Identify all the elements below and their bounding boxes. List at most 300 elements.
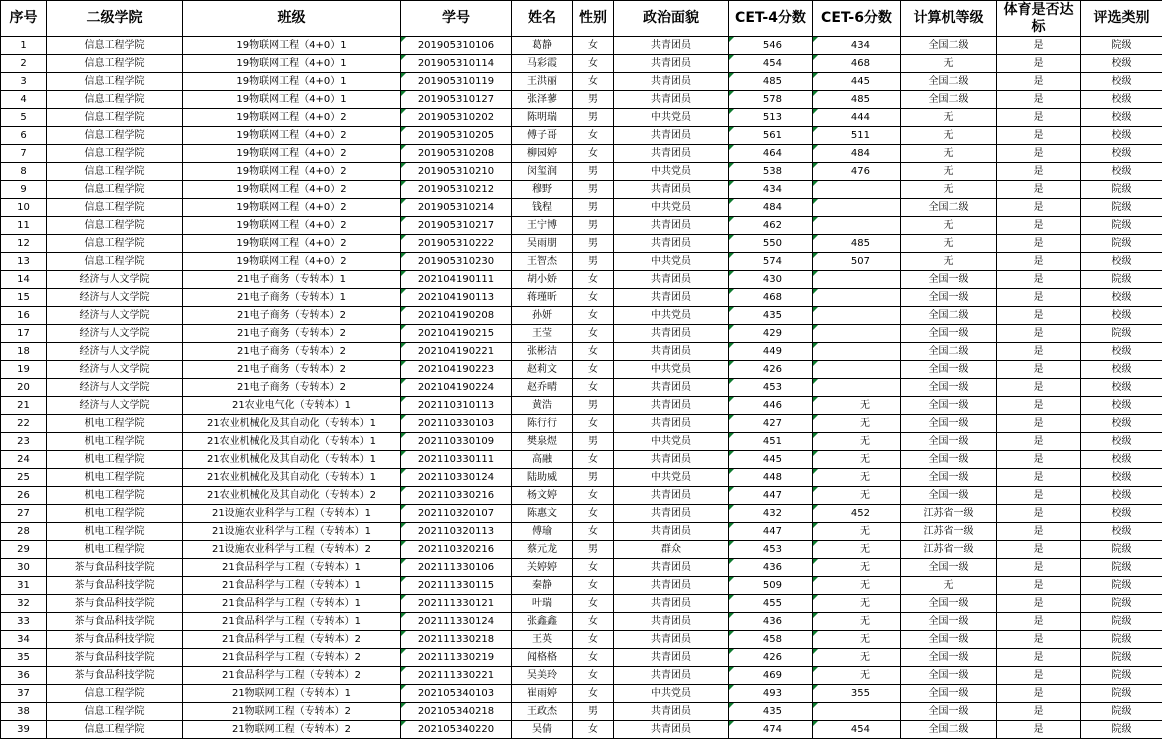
award-category-cell: 院级 [1081, 559, 1162, 577]
pe-passed-cell: 是 [997, 613, 1081, 631]
gender-cell: 男 [573, 703, 614, 721]
gender-cell: 女 [573, 505, 614, 523]
political-status-cell: 共青团员 [614, 289, 729, 307]
student-id-cell: 202105340220 [401, 721, 512, 739]
table-row [1, 631, 1162, 649]
name-cell: 穆野 [512, 181, 573, 199]
table-row [1, 361, 1162, 379]
pe-passed-cell: 是 [997, 649, 1081, 667]
header-row [1, 1, 1162, 37]
class-cell: 19物联网工程（4+0）2 [183, 199, 401, 217]
table-row [1, 649, 1162, 667]
cet6-cell: 无 [813, 523, 901, 541]
political-status-cell: 共青团员 [614, 127, 729, 145]
class-cell: 21电子商务（专转本）1 [183, 271, 401, 289]
table-row [1, 397, 1162, 415]
student-id-cell: 202104190223 [401, 361, 512, 379]
college-cell: 机电工程学院 [47, 541, 183, 559]
college-cell: 经济与人文学院 [47, 289, 183, 307]
gender-cell: 女 [573, 379, 614, 397]
cet4-cell: 447 [729, 487, 813, 505]
political-status-cell: 共青团员 [614, 217, 729, 235]
class-cell: 19物联网工程（4+0）2 [183, 181, 401, 199]
class-cell: 21农业电气化（专转本）1 [183, 397, 401, 415]
college-cell: 机电工程学院 [47, 469, 183, 487]
award-category-cell: 校级 [1081, 289, 1162, 307]
table-row [1, 379, 1162, 397]
name-cell: 傅瑜 [512, 523, 573, 541]
political-status-cell: 中共党员 [614, 433, 729, 451]
award-category-cell: 院级 [1081, 577, 1162, 595]
political-status-cell: 共青团员 [614, 181, 729, 199]
computer-level-cell: 无 [901, 55, 997, 73]
college-cell: 信息工程学院 [47, 685, 183, 703]
table-row [1, 55, 1162, 73]
computer-level-cell: 全国一级 [901, 703, 997, 721]
name-cell: 王智杰 [512, 253, 573, 271]
cet6-cell: 无 [813, 415, 901, 433]
computer-level-cell: 江苏省一级 [901, 523, 997, 541]
computer-level-cell: 全国一级 [901, 613, 997, 631]
gender-cell: 男 [573, 253, 614, 271]
political-status-cell: 共青团员 [614, 379, 729, 397]
student-id-cell: 201905310222 [401, 235, 512, 253]
student-id-cell: 201905310202 [401, 109, 512, 127]
name-cell: 杨文婷 [512, 487, 573, 505]
cet4-cell: 426 [729, 361, 813, 379]
college-cell: 经济与人文学院 [47, 325, 183, 343]
class-cell: 19物联网工程（4+0）2 [183, 235, 401, 253]
index-cell: 39 [1, 721, 47, 739]
table-row [1, 667, 1162, 685]
cet6-cell: 无 [813, 649, 901, 667]
political-status-cell: 共青团员 [614, 325, 729, 343]
political-status-cell: 共青团员 [614, 37, 729, 55]
table-row [1, 343, 1162, 361]
cet4-cell: 538 [729, 163, 813, 181]
computer-level-cell: 无 [901, 181, 997, 199]
student-id-cell: 202105340218 [401, 703, 512, 721]
class-cell: 21电子商务（专转本）2 [183, 361, 401, 379]
computer-level-cell: 无 [901, 253, 997, 271]
cet6-cell [813, 199, 901, 217]
table-row [1, 505, 1162, 523]
index-cell: 17 [1, 325, 47, 343]
pe-passed-cell: 是 [997, 487, 1081, 505]
college-cell: 茶与食品科技学院 [47, 631, 183, 649]
index-cell: 11 [1, 217, 47, 235]
college-cell: 信息工程学院 [47, 703, 183, 721]
name-cell: 闻格格 [512, 649, 573, 667]
pe-passed-cell: 是 [997, 163, 1081, 181]
class-cell: 21电子商务（专转本）2 [183, 343, 401, 361]
college-cell: 茶与食品科技学院 [47, 577, 183, 595]
student-id-cell: 202110330103 [401, 415, 512, 433]
gender-cell: 女 [573, 451, 614, 469]
college-cell: 茶与食品科技学院 [47, 667, 183, 685]
political-status-cell: 共青团员 [614, 505, 729, 523]
award-category-cell: 校级 [1081, 253, 1162, 271]
table-row [1, 145, 1162, 163]
table-row [1, 217, 1162, 235]
pe-passed-cell: 是 [997, 109, 1081, 127]
award-category-cell: 校级 [1081, 523, 1162, 541]
table-row [1, 577, 1162, 595]
name-cell: 吴美玲 [512, 667, 573, 685]
pe-passed-cell: 是 [997, 559, 1081, 577]
political-status-cell: 共青团员 [614, 91, 729, 109]
name-cell: 张鑫鑫 [512, 613, 573, 631]
index-cell: 23 [1, 433, 47, 451]
award-category-cell: 校级 [1081, 73, 1162, 91]
name-cell: 钱程 [512, 199, 573, 217]
index-cell: 14 [1, 271, 47, 289]
class-cell: 19物联网工程（4+0）2 [183, 253, 401, 271]
pe-passed-cell: 是 [997, 343, 1081, 361]
table-row [1, 487, 1162, 505]
gender-cell: 男 [573, 109, 614, 127]
class-cell: 19物联网工程（4+0）1 [183, 73, 401, 91]
gender-cell: 女 [573, 361, 614, 379]
political-status-cell: 共青团员 [614, 631, 729, 649]
name-cell: 傅子哥 [512, 127, 573, 145]
award-category-cell: 院级 [1081, 631, 1162, 649]
college-cell: 机电工程学院 [47, 523, 183, 541]
political-status-cell: 共青团员 [614, 559, 729, 577]
cet4-cell: 458 [729, 631, 813, 649]
cet4-cell: 550 [729, 235, 813, 253]
college-cell: 信息工程学院 [47, 55, 183, 73]
college-cell: 经济与人文学院 [47, 307, 183, 325]
class-cell: 21农业机械化及其自动化（专转本）1 [183, 469, 401, 487]
student-id-cell: 202110330216 [401, 487, 512, 505]
index-cell: 8 [1, 163, 47, 181]
index-cell: 38 [1, 703, 47, 721]
index-cell: 31 [1, 577, 47, 595]
student-id-cell: 202110320216 [401, 541, 512, 559]
gender-cell: 女 [573, 127, 614, 145]
cet4-cell: 474 [729, 721, 813, 739]
award-category-cell: 院级 [1081, 235, 1162, 253]
college-cell: 信息工程学院 [47, 73, 183, 91]
pe-passed-cell: 是 [997, 469, 1081, 487]
award-category-cell: 校级 [1081, 469, 1162, 487]
cet6-cell [813, 361, 901, 379]
name-cell: 陈明瑞 [512, 109, 573, 127]
college-cell: 经济与人文学院 [47, 271, 183, 289]
gender-cell: 女 [573, 613, 614, 631]
name-cell: 柳园婷 [512, 145, 573, 163]
header-gender: 性别 [573, 1, 614, 37]
college-cell: 信息工程学院 [47, 199, 183, 217]
class-cell: 19物联网工程（4+0）1 [183, 37, 401, 55]
student-id-cell: 201905310119 [401, 73, 512, 91]
index-cell: 22 [1, 415, 47, 433]
pe-passed-cell: 是 [997, 37, 1081, 55]
name-cell: 吴倩 [512, 721, 573, 739]
cet6-cell: 无 [813, 541, 901, 559]
award-category-cell: 院级 [1081, 721, 1162, 739]
computer-level-cell: 全国一级 [901, 469, 997, 487]
college-cell: 信息工程学院 [47, 217, 183, 235]
cet4-cell: 546 [729, 37, 813, 55]
gender-cell: 女 [573, 595, 614, 613]
cet6-cell [813, 217, 901, 235]
college-cell: 信息工程学院 [47, 127, 183, 145]
cet4-cell: 429 [729, 325, 813, 343]
table-row [1, 289, 1162, 307]
computer-level-cell: 无 [901, 127, 997, 145]
name-cell: 王莹 [512, 325, 573, 343]
cet4-cell: 455 [729, 595, 813, 613]
header-student-id: 学号 [401, 1, 512, 37]
pe-passed-cell: 是 [997, 667, 1081, 685]
header-name: 姓名 [512, 1, 573, 37]
gender-cell: 女 [573, 667, 614, 685]
computer-level-cell: 全国二级 [901, 73, 997, 91]
cet6-cell: 无 [813, 613, 901, 631]
computer-level-cell: 江苏省一级 [901, 541, 997, 559]
cet6-cell: 434 [813, 37, 901, 55]
college-cell: 信息工程学院 [47, 235, 183, 253]
table-row [1, 469, 1162, 487]
computer-level-cell: 无 [901, 577, 997, 595]
index-cell: 3 [1, 73, 47, 91]
header-college: 二级学院 [47, 1, 183, 37]
computer-level-cell: 全国二级 [901, 343, 997, 361]
cet4-cell: 445 [729, 451, 813, 469]
computer-level-cell: 全国一级 [901, 361, 997, 379]
header-pe-passed: 体育是否达标 [997, 1, 1081, 37]
name-cell: 秦静 [512, 577, 573, 595]
cet4-cell: 449 [729, 343, 813, 361]
cet6-cell [813, 307, 901, 325]
cet6-cell [813, 289, 901, 307]
table-row [1, 127, 1162, 145]
political-status-cell: 共青团员 [614, 145, 729, 163]
political-status-cell: 中共党员 [614, 199, 729, 217]
computer-level-cell: 无 [901, 217, 997, 235]
award-category-cell: 院级 [1081, 613, 1162, 631]
gender-cell: 男 [573, 397, 614, 415]
computer-level-cell: 全国一级 [901, 397, 997, 415]
table-row [1, 523, 1162, 541]
computer-level-cell: 全国二级 [901, 37, 997, 55]
class-cell: 19物联网工程（4+0）2 [183, 145, 401, 163]
college-cell: 机电工程学院 [47, 451, 183, 469]
name-cell: 崔雨婷 [512, 685, 573, 703]
class-cell: 21食品科学与工程（专转本）2 [183, 631, 401, 649]
political-status-cell: 共青团员 [614, 721, 729, 739]
table-row [1, 613, 1162, 631]
gender-cell: 女 [573, 37, 614, 55]
cet6-cell [813, 343, 901, 361]
student-id-cell: 201905310214 [401, 199, 512, 217]
name-cell: 葛静 [512, 37, 573, 55]
cet6-cell: 无 [813, 595, 901, 613]
gender-cell: 女 [573, 271, 614, 289]
cet6-cell: 无 [813, 487, 901, 505]
political-status-cell: 共青团员 [614, 703, 729, 721]
name-cell: 蔡元龙 [512, 541, 573, 559]
gender-cell: 女 [573, 685, 614, 703]
table-row [1, 559, 1162, 577]
class-cell: 21食品科学与工程（专转本）2 [183, 649, 401, 667]
cet6-cell: 355 [813, 685, 901, 703]
pe-passed-cell: 是 [997, 577, 1081, 595]
award-category-cell: 院级 [1081, 217, 1162, 235]
award-category-cell: 院级 [1081, 199, 1162, 217]
name-cell: 叶瑞 [512, 595, 573, 613]
award-category-cell: 院级 [1081, 181, 1162, 199]
index-cell: 2 [1, 55, 47, 73]
student-id-cell: 202110330124 [401, 469, 512, 487]
award-category-cell: 校级 [1081, 145, 1162, 163]
index-cell: 32 [1, 595, 47, 613]
pe-passed-cell: 是 [997, 721, 1081, 739]
index-cell: 35 [1, 649, 47, 667]
award-category-cell: 院级 [1081, 271, 1162, 289]
cet6-cell [813, 379, 901, 397]
college-cell: 机电工程学院 [47, 505, 183, 523]
student-id-cell: 201905310114 [401, 55, 512, 73]
award-category-cell: 校级 [1081, 379, 1162, 397]
class-cell: 21电子商务（专转本）2 [183, 379, 401, 397]
header-class: 班级 [183, 1, 401, 37]
student-id-cell: 201905310230 [401, 253, 512, 271]
name-cell: 王宁博 [512, 217, 573, 235]
pe-passed-cell: 是 [997, 145, 1081, 163]
class-cell: 21食品科学与工程（专转本）2 [183, 667, 401, 685]
index-cell: 13 [1, 253, 47, 271]
student-id-cell: 202104190208 [401, 307, 512, 325]
award-category-cell: 院级 [1081, 667, 1162, 685]
class-cell: 21农业机械化及其自动化（专转本）1 [183, 451, 401, 469]
class-cell: 19物联网工程（4+0）2 [183, 217, 401, 235]
political-status-cell: 中共党员 [614, 253, 729, 271]
name-cell: 樊泉煜 [512, 433, 573, 451]
class-cell: 21电子商务（专转本）1 [183, 289, 401, 307]
award-category-cell: 院级 [1081, 325, 1162, 343]
table-row [1, 451, 1162, 469]
table-row [1, 235, 1162, 253]
student-id-cell: 202110330109 [401, 433, 512, 451]
student-id-cell: 202111330219 [401, 649, 512, 667]
index-cell: 27 [1, 505, 47, 523]
index-cell: 18 [1, 343, 47, 361]
cet4-cell: 464 [729, 145, 813, 163]
name-cell: 吴雨朋 [512, 235, 573, 253]
class-cell: 21物联网工程（专转本）1 [183, 685, 401, 703]
political-status-cell: 中共党员 [614, 361, 729, 379]
table-row [1, 703, 1162, 721]
index-cell: 30 [1, 559, 47, 577]
gender-cell: 女 [573, 325, 614, 343]
political-status-cell: 共青团员 [614, 649, 729, 667]
award-category-cell: 校级 [1081, 487, 1162, 505]
college-cell: 经济与人文学院 [47, 343, 183, 361]
table-row [1, 685, 1162, 703]
pe-passed-cell: 是 [997, 541, 1081, 559]
gender-cell: 男 [573, 199, 614, 217]
pe-passed-cell: 是 [997, 91, 1081, 109]
computer-level-cell: 无 [901, 235, 997, 253]
cet4-cell: 435 [729, 703, 813, 721]
computer-level-cell: 全国一级 [901, 487, 997, 505]
name-cell: 蒋瑾昕 [512, 289, 573, 307]
award-category-cell: 校级 [1081, 91, 1162, 109]
student-id-cell: 202111330106 [401, 559, 512, 577]
cet4-cell: 432 [729, 505, 813, 523]
class-cell: 19物联网工程（4+0）1 [183, 91, 401, 109]
cet4-cell: 448 [729, 469, 813, 487]
student-id-cell: 202104190224 [401, 379, 512, 397]
computer-level-cell: 无 [901, 145, 997, 163]
index-cell: 29 [1, 541, 47, 559]
award-category-cell: 校级 [1081, 109, 1162, 127]
pe-passed-cell: 是 [997, 307, 1081, 325]
award-category-cell: 校级 [1081, 361, 1162, 379]
political-status-cell: 共青团员 [614, 667, 729, 685]
computer-level-cell: 全国二级 [901, 721, 997, 739]
pe-passed-cell: 是 [997, 379, 1081, 397]
index-cell: 20 [1, 379, 47, 397]
computer-level-cell: 全国一级 [901, 631, 997, 649]
student-id-cell: 202111330221 [401, 667, 512, 685]
cet6-cell: 485 [813, 91, 901, 109]
student-id-cell: 202104190111 [401, 271, 512, 289]
computer-level-cell: 无 [901, 109, 997, 127]
table-row [1, 415, 1162, 433]
cet4-cell: 469 [729, 667, 813, 685]
cet4-cell: 426 [729, 649, 813, 667]
class-cell: 21物联网工程（专转本）2 [183, 721, 401, 739]
name-cell: 高融 [512, 451, 573, 469]
gender-cell: 男 [573, 541, 614, 559]
cet6-cell: 476 [813, 163, 901, 181]
pe-passed-cell: 是 [997, 235, 1081, 253]
table-row [1, 181, 1162, 199]
award-category-cell: 院级 [1081, 541, 1162, 559]
name-cell: 王英 [512, 631, 573, 649]
pe-passed-cell: 是 [997, 73, 1081, 91]
student-id-cell: 202111330124 [401, 613, 512, 631]
name-cell: 陈行行 [512, 415, 573, 433]
student-id-cell: 202111330121 [401, 595, 512, 613]
computer-level-cell: 全国一级 [901, 595, 997, 613]
pe-passed-cell: 是 [997, 217, 1081, 235]
pe-passed-cell: 是 [997, 253, 1081, 271]
student-id-cell: 202104190221 [401, 343, 512, 361]
name-cell: 黄浩 [512, 397, 573, 415]
class-cell: 21农业机械化及其自动化（专转本）1 [183, 415, 401, 433]
cet6-cell: 无 [813, 559, 901, 577]
table-row [1, 721, 1162, 739]
cet6-cell: 无 [813, 433, 901, 451]
cet4-cell: 427 [729, 415, 813, 433]
pe-passed-cell: 是 [997, 289, 1081, 307]
political-status-cell: 中共党员 [614, 469, 729, 487]
award-category-cell: 校级 [1081, 433, 1162, 451]
index-cell: 36 [1, 667, 47, 685]
cet4-cell: 436 [729, 559, 813, 577]
cet6-cell: 无 [813, 451, 901, 469]
cet6-cell [813, 271, 901, 289]
award-category-cell: 校级 [1081, 163, 1162, 181]
pe-passed-cell: 是 [997, 451, 1081, 469]
gender-cell: 男 [573, 433, 614, 451]
award-category-cell: 校级 [1081, 415, 1162, 433]
